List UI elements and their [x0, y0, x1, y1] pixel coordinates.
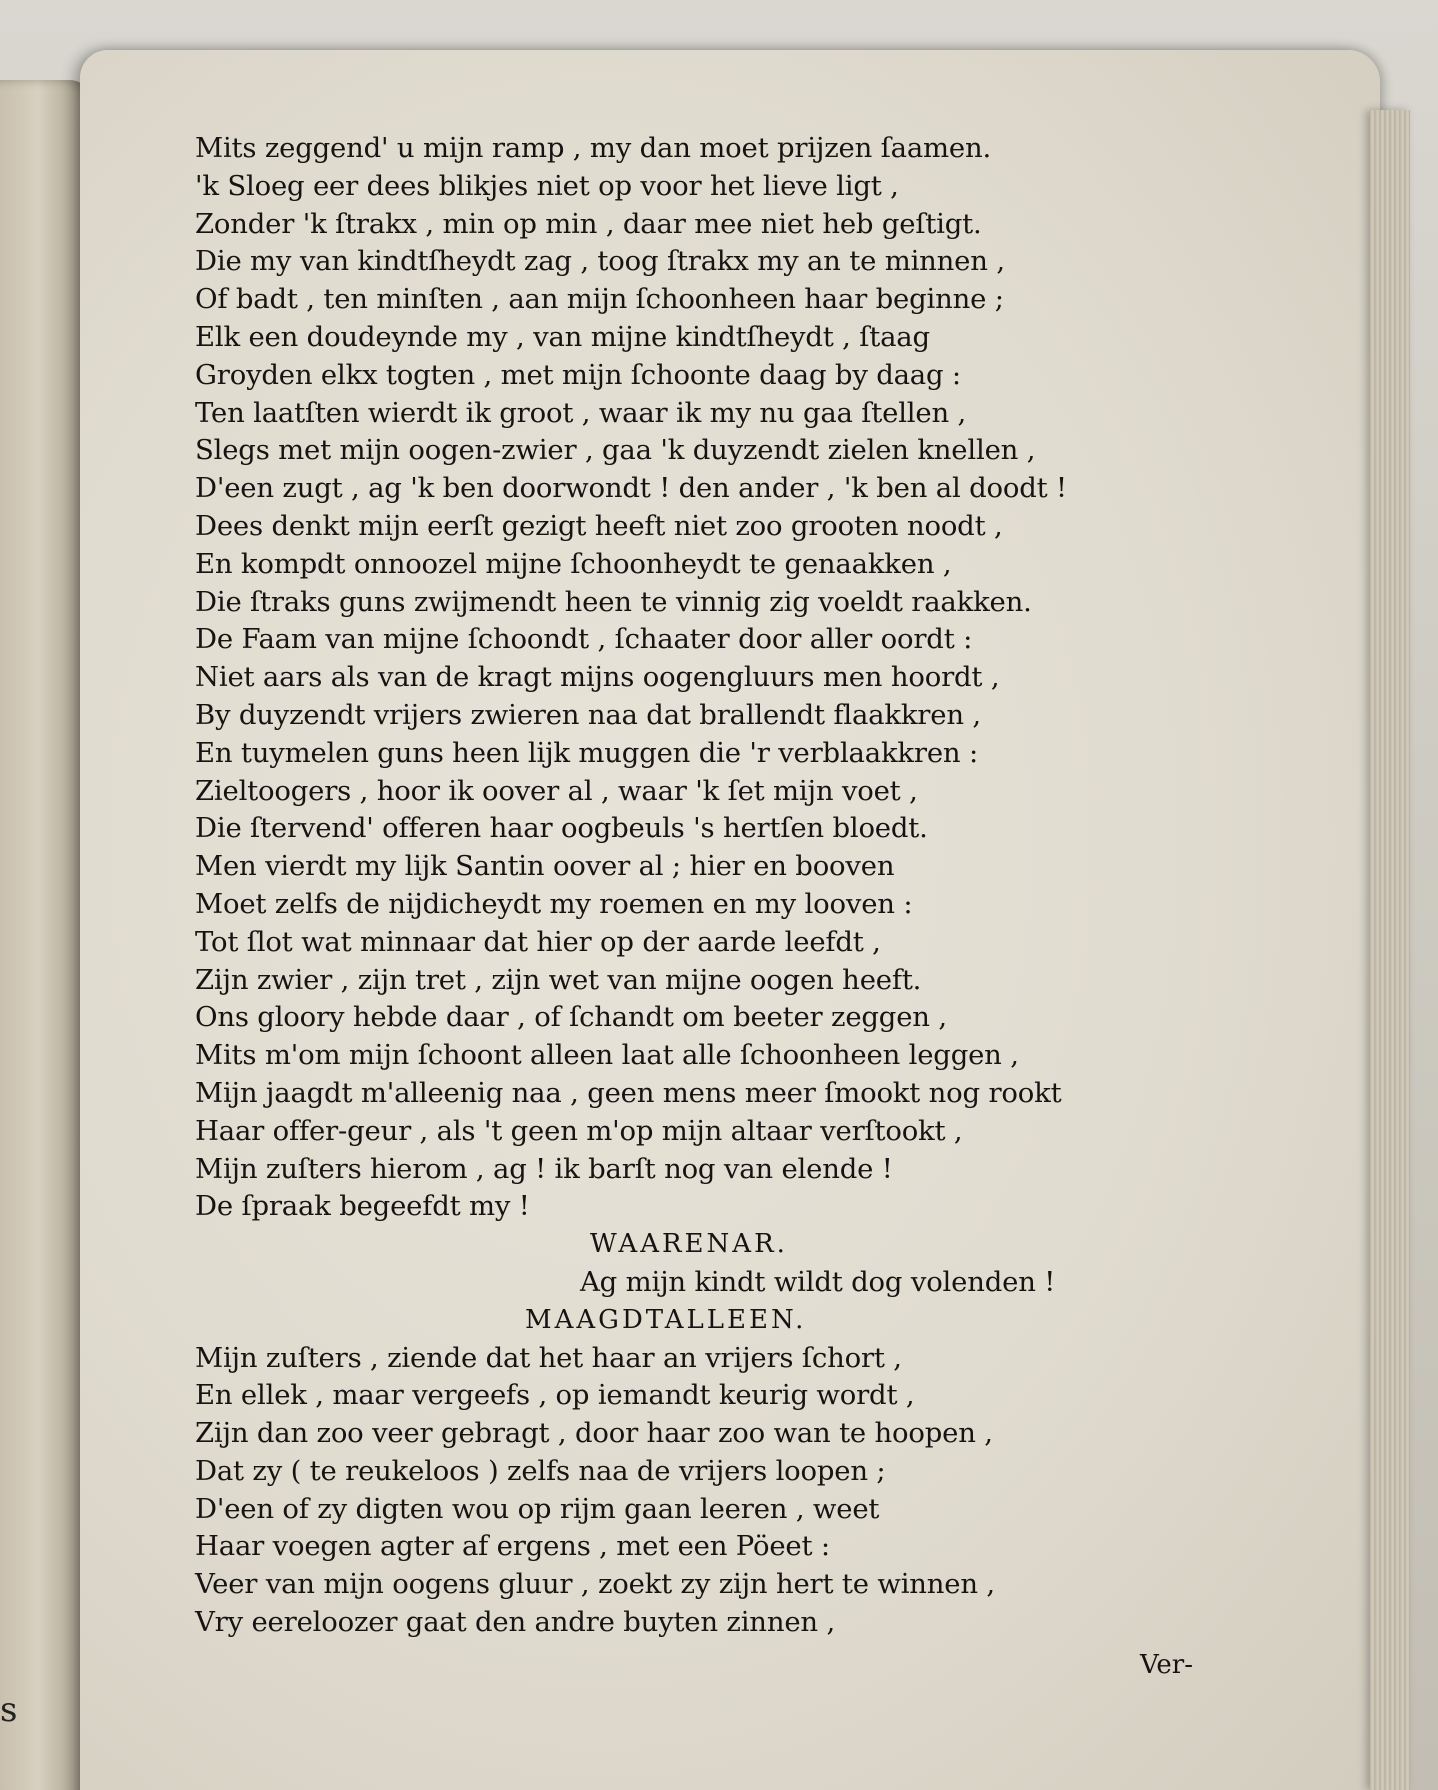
verse-line: By duyzendt vrijers zwieren naa dat brallendt flaakkren , [195, 698, 981, 731]
verse-line: Veer van mijn oogens gluur , zoekt zy zijn hert te winnen , [195, 1568, 995, 1601]
verse-line: Ten laatſten wierdt ik groot , waar ik my nu gaa ſtellen , [195, 396, 967, 429]
verse-line: Groyden elkx togten , met mijn ſchoonte daag by daag : [195, 358, 961, 391]
verse-text [195, 130, 1195, 1642]
verse-line: Zonder 'k ſtrakx , min op min , daar mee niet heb geſtigt. [195, 207, 982, 240]
verse-line: D'een of zy digten wou op rijm gaan leeren , weet [195, 1492, 880, 1525]
verse-line: Haar offer-geur , als 't geen m'op mijn altaar verſtookt , [195, 1114, 963, 1147]
verse-line: En ellek , maar vergeefs , op iemandt keurig wordt , [195, 1379, 915, 1412]
verse-line: Mits m'om mijn ſchoont alleen laat alle ſchoonheen leggen , [195, 1039, 1019, 1072]
verse-line: Of badt , ten minſten , aan mijn ſchoonheen haar beginne ; [195, 283, 1004, 316]
verse-line: Die ſtervend' offeren haar oogbeuls 's hertſen bloedt. [195, 812, 928, 845]
verse-line: Zijn zwier , zijn tret , zijn wet van mijne oogen heeft. [195, 963, 922, 996]
verse-line: Ons gloory hebde daar , of ſchandt om beeter zeggen , [195, 1001, 947, 1034]
verse-line: En kompdt onnoozel mijne ſchoonheydt te genaakken , [195, 547, 952, 580]
verse-line: Mijn zuſters , ziende dat het haar an vrijers ſchort , [195, 1341, 902, 1374]
verse-line: Mijn jaagdt m'alleenig naa , geen mens meer ſmookt nog rookt [195, 1076, 1062, 1109]
verse-line: Die ſtraks guns zwijmendt heen te vinnig zig voeldt raakken. [195, 585, 1032, 618]
verse-line: Vry eereloozer gaat den andre buyten zinnen , [195, 1606, 836, 1639]
verse-line: Haar voegen agter af ergens , met een Pöeet : [195, 1530, 830, 1563]
verse-line: De ſpraak begeefdt my ! [195, 1190, 530, 1223]
verse-line: De Faam van mijne ſchoondt , ſchaater door aller oordt : [195, 623, 973, 656]
verse-line: Mijn zuſters hierom , ag ! ik barſt nog van elende ! [195, 1152, 893, 1185]
page-stack-edge [1370, 110, 1410, 1790]
verse-line: Tot ſlot wat minnaar dat hier op der aarde leefdt , [195, 925, 881, 958]
verse-line: En tuymelen guns heen lijk muggen die 'r verblaakkren : [195, 736, 979, 769]
verse-line: Niet aars als van de kragt mijns oogengluurs men hoordt , [195, 661, 1000, 694]
speaker-heading: WAARENAR. [590, 1229, 788, 1260]
speaker-heading: MAAGDTALLEEN. [525, 1304, 807, 1335]
verse-line: Mits zeggend' u mijn ramp , my dan moet prijzen ſaamen. [195, 132, 992, 164]
verse-line: Elk een doudeynde my , van mijne kindtſheydt , ſtaag [195, 320, 930, 353]
verse-line: Zieltoogers , hoor ik oover al , waar 'k ſet mijn voet , [195, 774, 918, 807]
verse-line: Ag mijn kindt wildt dog volenden ! [580, 1265, 1056, 1298]
verse-line: Moet zelfs de nijdicheydt my roemen en my looven : [195, 887, 913, 920]
catchword: Ver- [1140, 1650, 1193, 1680]
verse-line: Die my van kindtſheydt zag , toog ſtrakx my an te minnen , [195, 245, 1005, 278]
left-page-glyph: s [0, 1690, 18, 1730]
verse-line: Dees denkt mijn eerſt gezigt heeft niet zoo grooten noodt , [195, 509, 1003, 542]
verse-line: Slegs met mijn oogen-zwier , gaa 'k duyzendt zielen knellen , [195, 434, 1036, 467]
verse-line: 'k Sloeg eer dees blikjes niet op voor het lieve ligt , [195, 169, 899, 202]
verse-line: Men vierdt my lijk Santin oover al ; hier en booven [195, 850, 895, 883]
left-page-edge [0, 80, 90, 1790]
verse-line: Zijn dan zoo veer gebragt , door haar zoo wan te hoopen , [195, 1417, 993, 1450]
verse-line: D'een zugt , ag 'k ben doorwondt ! den ander , 'k ben al doodt ! [195, 472, 1067, 505]
verse-line: Dat zy ( te reukeloos ) zelfs naa de vrijers loopen ; [195, 1454, 886, 1487]
book-page [80, 50, 1380, 1790]
